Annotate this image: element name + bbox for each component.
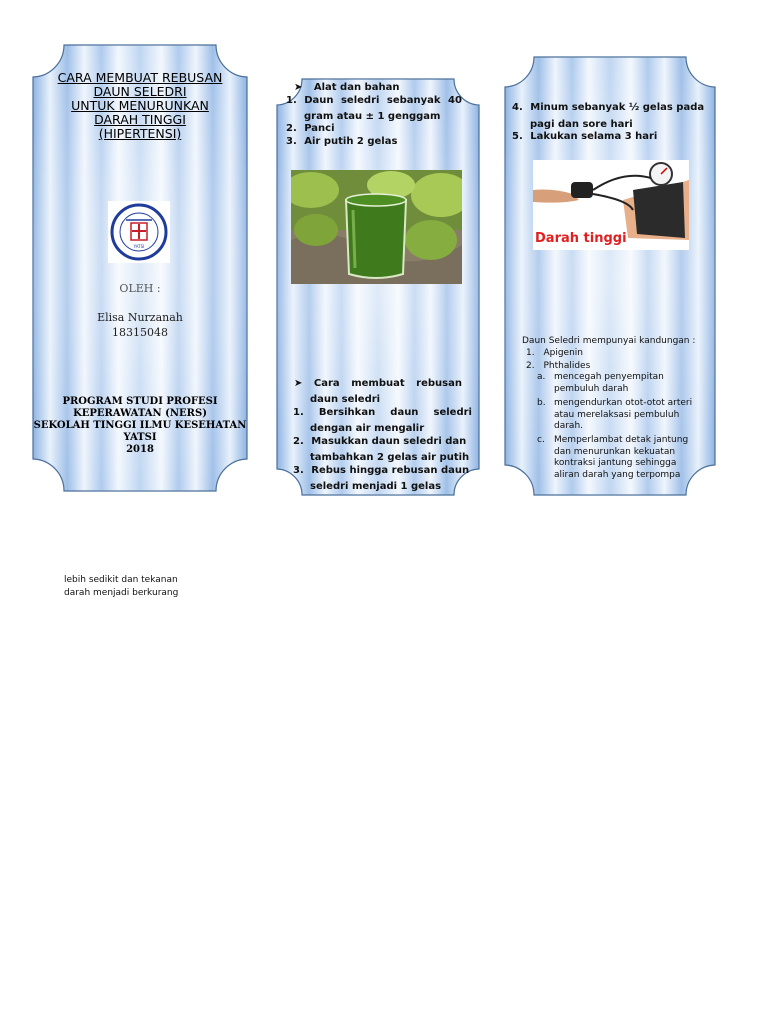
effect-item: [537, 435, 707, 481]
brochure-panel-cover: [32, 44, 248, 492]
tool-item-continued: gram atau ± 1 genggam: [304, 111, 441, 122]
oleh-label: OLEH :: [119, 282, 161, 295]
title-line: DAUN SELEDRI: [93, 84, 187, 99]
program-block: [32, 396, 248, 456]
item-letter: b.: [537, 398, 546, 408]
author-id: 18315048: [112, 326, 168, 339]
effect-line: atau merelaksasi pembuluh: [554, 409, 680, 420]
item-text: Air putih 2 gelas: [304, 136, 398, 147]
blood-pressure-photo: [533, 160, 689, 250]
effect-line: mengendurkan otot-otot arteri: [554, 398, 693, 408]
step-item-continued: dengan air mengalir: [310, 423, 425, 434]
step-item-continued: seledri menjadi 1 gelas: [310, 481, 442, 492]
item-word: daun: [390, 407, 419, 418]
item-text: Lakukan selama 3 hari: [530, 131, 658, 142]
heading-word: membuat: [351, 378, 405, 389]
title-line: (HIPERTENSI): [98, 126, 182, 141]
cover-title: [40, 71, 240, 141]
overflow-line: darah menjadi berkurang: [64, 588, 179, 598]
item-number: 4.: [512, 102, 523, 113]
step-item-continued: pagi dan sore hari: [530, 119, 633, 130]
item-word: 40: [448, 95, 462, 106]
title-line: UNTUK MENURUNKAN: [71, 98, 209, 113]
effect-line: Memperlambat detak jantung: [554, 435, 689, 445]
item-word: seledri: [433, 407, 472, 418]
school-logo: [108, 201, 170, 263]
svg-text:YATSI: YATSI: [133, 244, 145, 249]
title-line: CARA MEMBUAT REBUSAN: [57, 70, 223, 85]
effect-line: aliran darah yang terpompa: [554, 469, 681, 480]
step-item: [512, 102, 704, 113]
brochure-panel-info: [504, 56, 716, 496]
content-heading: Daun Seledri mempunyai kandungan :: [522, 336, 696, 346]
item-letter: a.: [537, 372, 546, 382]
author-block: [32, 310, 248, 340]
effect-line: pembuluh darah: [554, 383, 629, 394]
item-letter: c.: [537, 435, 545, 445]
item-text: Apigenin: [543, 348, 583, 358]
item-text: Minum sebanyak ½ gelas pada: [530, 102, 705, 113]
item-word: Daun: [304, 95, 334, 106]
tool-item: [286, 136, 397, 147]
author-name: Elisa Nurzanah: [97, 311, 183, 324]
effect-line: darah.: [554, 421, 584, 431]
celery-juice-photo: [291, 170, 462, 284]
step-item: [512, 131, 657, 142]
item-word: sebanyak: [386, 95, 441, 106]
item-number: 2.: [526, 361, 535, 371]
image-caption: Darah tinggi: [535, 231, 627, 246]
tools-heading-text: Alat dan bahan: [313, 82, 400, 93]
item-word: Bersihkan: [318, 407, 376, 418]
program-line: KEPERAWATAN (NERS): [73, 408, 207, 419]
program-line: SEKOLAH TINGGI ILMU KESEHATAN: [33, 420, 247, 431]
effect-line: dan menurunkan kekuatan: [554, 446, 676, 457]
tool-item: [286, 123, 335, 134]
step-item-continued: tambahkan 2 gelas air putih: [310, 452, 470, 463]
effect-item: [537, 398, 707, 433]
item-number: 1.: [293, 407, 304, 418]
item-word: seledri: [340, 95, 380, 106]
steps-heading-continued: daun seledri: [310, 394, 381, 405]
item-text: Panci: [304, 123, 335, 134]
overflow-text: [64, 574, 178, 600]
overflow-line: lebih sedikit dan tekanan: [64, 575, 178, 585]
program-line: YATSI: [123, 432, 157, 443]
step-item: [293, 436, 466, 447]
item-number: 3.: [286, 136, 297, 147]
effect-item: [537, 372, 707, 395]
effect-line: mencegah penyempitan: [554, 372, 664, 382]
compound-item: [526, 348, 583, 358]
arrow-bullet-icon: ➤: [294, 378, 303, 389]
compound-item: [526, 361, 590, 371]
item-number: 2.: [293, 436, 304, 447]
step-item: [293, 407, 472, 418]
brochure-panel-recipe: [276, 78, 480, 496]
item-number: 1.: [286, 95, 297, 106]
item-text: Masukkan daun seledri dan: [311, 436, 467, 447]
item-number: 2.: [286, 123, 297, 134]
effect-line: kontraksi jantung sehingga: [554, 458, 677, 468]
heading-word: rebusan: [416, 378, 462, 389]
step-item: [293, 465, 469, 476]
item-number: 5.: [512, 131, 523, 142]
steps-heading: [294, 378, 462, 389]
item-number: 3.: [293, 465, 304, 476]
item-text: Phthalides: [543, 361, 591, 371]
heading-word: Cara: [313, 378, 340, 389]
tool-item: [286, 95, 462, 106]
title-line: DARAH TINGGI: [94, 112, 186, 127]
item-text: Rebus hingga rebusan daun: [311, 465, 470, 476]
program-line: PROGRAM STUDI PROFESI: [62, 396, 218, 407]
arrow-bullet-icon: ➤: [294, 82, 303, 93]
item-number: 1.: [526, 348, 535, 358]
program-line: 2018: [126, 444, 154, 455]
tools-heading: [294, 82, 399, 93]
